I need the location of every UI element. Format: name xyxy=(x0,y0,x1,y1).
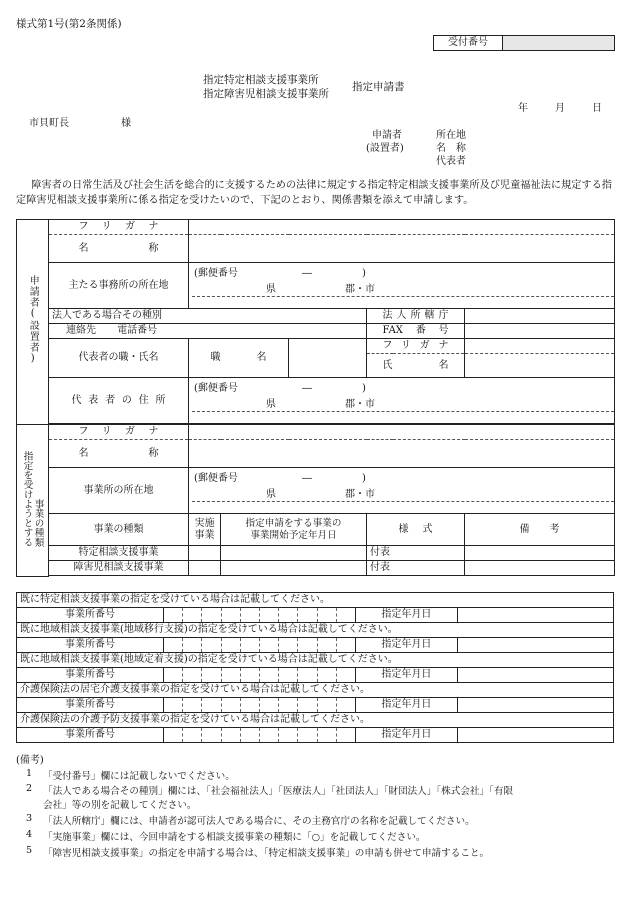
office-number-digit[interactable] xyxy=(163,668,182,683)
date-day: 日 xyxy=(592,103,602,114)
business-name-field[interactable] xyxy=(189,440,615,468)
note-number: 5 xyxy=(26,845,33,856)
designation-date-label: 指定年月日 xyxy=(355,728,457,743)
existing-block xyxy=(16,682,614,713)
office-number-digit[interactable] xyxy=(259,728,278,743)
format-row1: 付表 xyxy=(367,546,465,561)
title-line1: 指定特定相談支援事業所 xyxy=(203,74,319,86)
office-number-digit[interactable] xyxy=(240,638,259,653)
start-date-field-row2[interactable] xyxy=(221,561,367,576)
date-year: 年 xyxy=(518,103,528,114)
note-number: 2 xyxy=(26,783,33,794)
title-line2: 指定障害児相談支援事業所 xyxy=(203,88,329,100)
office-number-digit[interactable] xyxy=(279,668,298,683)
office-number-digit[interactable] xyxy=(163,638,182,653)
designation-date-field[interactable] xyxy=(457,638,613,653)
existing-heading: 既に地域相談支援事業(地域移行支援)の指定を受けている場合は記載してください。 xyxy=(17,623,614,638)
office-number-digit[interactable] xyxy=(317,728,336,743)
business-side-label: 指定を受けようとする事業の種類 xyxy=(17,425,49,577)
rep-address-label: 代表者の住所 xyxy=(49,378,189,424)
applicant-name-label: 名 称 xyxy=(436,143,466,154)
office-number-digit[interactable] xyxy=(221,698,240,713)
office-number-digit[interactable] xyxy=(298,728,317,743)
office-number-digit[interactable] xyxy=(279,728,298,743)
business-type-row1: 特定相談支援事業 xyxy=(49,546,189,561)
office-number-digit[interactable] xyxy=(336,638,355,653)
office-number-digit[interactable] xyxy=(163,728,182,743)
form-number: 様式第1号(第2条関係) xyxy=(16,18,122,30)
rep-name-label: 氏 名 xyxy=(367,354,465,378)
office-number-digit[interactable] xyxy=(221,728,240,743)
note-text: 「実施事業」欄には、今回申請をする相談支援事業の種類に「○」を記載してください。 xyxy=(43,832,426,843)
existing-heading: 既に地域相談支援事業(地域定着支援)の指定を受けている場合は記載してください。 xyxy=(17,653,614,668)
existing-block xyxy=(16,712,614,743)
office-number-digit[interactable] xyxy=(259,638,278,653)
applicant-name-field[interactable] xyxy=(189,235,615,263)
office-number-digit[interactable] xyxy=(202,728,221,743)
rep-title-label: 職 名 xyxy=(189,339,289,378)
business-furigana-label: フリガナ xyxy=(49,425,189,440)
contact-row: 連絡先 電話番号 xyxy=(49,324,367,339)
office-number-digit[interactable] xyxy=(240,668,259,683)
office-number-digit[interactable] xyxy=(317,608,336,623)
business-address-label: 事業所の所在地 xyxy=(49,468,189,514)
rep-furigana-label: フリガナ xyxy=(367,339,465,354)
office-number-digit[interactable] xyxy=(183,668,202,683)
office-number-digit[interactable] xyxy=(163,608,182,623)
designation-date-field[interactable] xyxy=(457,608,613,623)
office-address-field[interactable]: (郵便番号 ― ) 県 郡・市 xyxy=(189,263,615,309)
application-table xyxy=(16,219,615,577)
office-number-digit[interactable] xyxy=(240,698,259,713)
implement-field-row1[interactable] xyxy=(189,546,221,561)
office-number-digit[interactable] xyxy=(317,698,336,713)
rep-address-field[interactable]: (郵便番号 ― ) 県 郡・市 xyxy=(189,378,615,424)
remarks-field-row1[interactable] xyxy=(465,546,615,561)
office-number-digit[interactable] xyxy=(183,638,202,653)
office-number-digit[interactable] xyxy=(336,698,355,713)
note-text: 「法人所轄庁」欄には、申請者が認可法人である場合に、その主務官庁の名称を記載してください。 xyxy=(43,816,475,827)
fax-label: FAX番号 xyxy=(367,324,465,339)
notes-title: (備考) xyxy=(16,755,44,766)
office-number-label: 事業所番号 xyxy=(17,608,164,623)
office-number-digit[interactable] xyxy=(336,728,355,743)
existing-block xyxy=(16,592,614,623)
designation-date-label: 指定年月日 xyxy=(355,668,457,683)
office-number-digit[interactable] xyxy=(259,698,278,713)
jurisdiction-field[interactable] xyxy=(465,309,615,324)
office-number-digit[interactable] xyxy=(202,608,221,623)
implement-field-row2[interactable] xyxy=(189,561,221,576)
receipt-label: 受付番号 xyxy=(434,36,503,51)
intro-paragraph: 障害者の日常生活及び社会生活を総合的に支援するための法律に規定する指定特定相談支援事業所及び児童福祉法に規定する指定障害児相談支援事業所に係る指定を受けたいので、下記のとおり、関係書類を添えて申請します。 xyxy=(16,180,612,206)
office-number-digit[interactable] xyxy=(240,608,259,623)
receipt-number-field[interactable] xyxy=(503,36,615,51)
note-number: 4 xyxy=(26,829,33,840)
office-number-digit[interactable] xyxy=(298,668,317,683)
office-number-digit[interactable] xyxy=(240,728,259,743)
existing-heading: 介護保険法の介護予防支援事業の指定を受けている場合は記載してください。 xyxy=(17,713,614,728)
office-number-digit[interactable] xyxy=(183,698,202,713)
office-number-digit[interactable] xyxy=(336,668,355,683)
office-number-digit[interactable] xyxy=(221,638,240,653)
remarks-field-row2[interactable] xyxy=(465,561,615,576)
note-text: 会社」等の別を記載してください。 xyxy=(43,800,197,811)
office-number-label: 事業所番号 xyxy=(17,638,164,653)
jurisdiction-label: 法人所轄庁 xyxy=(367,309,465,324)
office-number-digit[interactable] xyxy=(336,608,355,623)
type-header: 事業の種類 xyxy=(49,514,189,546)
business-address-field[interactable]: (郵便番号 ― ) 県 郡・市 xyxy=(189,468,615,514)
office-number-digit[interactable] xyxy=(279,638,298,653)
applicant-name-label: 名称 xyxy=(49,235,189,263)
note-text: 「受付番号」欄には記載しないでください。 xyxy=(43,771,235,782)
applicant-side-label: 申請者(設置者) xyxy=(17,220,49,425)
applicant-furigana-field[interactable] xyxy=(189,220,615,235)
start-date-field-row1[interactable] xyxy=(221,546,367,561)
office-number-digit[interactable] xyxy=(202,698,221,713)
office-number-digit[interactable] xyxy=(163,698,182,713)
format-row2: 付表 xyxy=(367,561,465,576)
business-name-label: 名称 xyxy=(49,440,189,468)
rep-title-field[interactable] xyxy=(289,339,367,378)
office-number-digit[interactable] xyxy=(279,698,298,713)
designation-date-label: 指定年月日 xyxy=(355,608,457,623)
office-number-digit[interactable] xyxy=(221,668,240,683)
applicant-address-label: 所在地 xyxy=(436,130,466,141)
office-number-digit[interactable] xyxy=(298,698,317,713)
note-text: 「障害児相談支援事業」の指定を申請する場合は、「特定相談支援事業」の申請も併せて申請すること。 xyxy=(43,848,490,859)
designation-date-field[interactable] xyxy=(457,668,613,683)
office-number-label: 事業所番号 xyxy=(17,728,164,743)
designation-date-label: 指定年月日 xyxy=(355,638,457,653)
business-furigana-field[interactable] xyxy=(189,425,615,440)
applicant-label: 申請者 xyxy=(372,130,402,141)
existing-block xyxy=(16,652,614,683)
title-suffix: 指定申請書 xyxy=(352,81,405,93)
rep-furigana-field[interactable] xyxy=(465,339,615,354)
designation-date-field[interactable] xyxy=(457,698,613,713)
remarks-header: 備考 xyxy=(465,514,615,546)
addressee-honorific: 様 xyxy=(121,118,131,129)
office-number-digit[interactable] xyxy=(317,638,336,653)
corp-type-label: 法人である場合その種別 xyxy=(49,309,367,324)
business-type-row2: 障害児相談支援事業 xyxy=(49,561,189,576)
designation-date-field[interactable] xyxy=(457,728,613,743)
office-address-label: 主たる事務所の所在地 xyxy=(49,263,189,309)
office-number-digit[interactable] xyxy=(221,608,240,623)
office-number-digit[interactable] xyxy=(259,608,278,623)
applicant-furigana-label: フリガナ xyxy=(49,220,189,235)
start-date-header: 指定申請をする事業の 事業開始予定年月日 xyxy=(221,514,367,546)
receipt-box xyxy=(433,35,615,51)
office-number-digit[interactable] xyxy=(183,728,202,743)
date-month: 月 xyxy=(555,103,565,114)
note-text: 「法人である場合その種別」欄には、「社会福祉法人」「医療法人」「社団法人」「財団法人」「株式会社」「有限 xyxy=(43,786,514,797)
designation-date-label: 指定年月日 xyxy=(355,698,457,713)
office-number-digit[interactable] xyxy=(202,668,221,683)
applicant-label-sub: (設置者) xyxy=(366,143,404,154)
office-number-digit[interactable] xyxy=(298,608,317,623)
addressee-mayor: 市貝町長 xyxy=(29,118,69,129)
existing-designations xyxy=(16,592,614,743)
note-number: 1 xyxy=(26,768,33,779)
office-number-digit[interactable] xyxy=(183,608,202,623)
office-number-label: 事業所番号 xyxy=(17,698,164,713)
existing-block xyxy=(16,622,614,653)
format-header: 様式 xyxy=(367,514,465,546)
office-number-label: 事業所番号 xyxy=(17,668,164,683)
existing-heading: 既に特定相談支援事業の指定を受けている場合は記載してください。 xyxy=(17,593,614,608)
note-number: 3 xyxy=(26,813,33,824)
rep-name-field[interactable] xyxy=(465,354,615,378)
implement-header: 実施 事業 xyxy=(189,514,221,546)
fax-field[interactable] xyxy=(465,324,615,339)
office-number-digit[interactable] xyxy=(279,608,298,623)
applicant-rep-label: 代表者 xyxy=(436,156,466,167)
office-number-digit[interactable] xyxy=(259,668,278,683)
rep-title-name-label: 代表者の職・氏名 xyxy=(49,339,189,378)
office-number-digit[interactable] xyxy=(298,638,317,653)
office-number-digit[interactable] xyxy=(202,638,221,653)
existing-heading: 介護保険法の居宅介護支援事業の指定を受けている場合は記載してください。 xyxy=(17,683,614,698)
office-number-digit[interactable] xyxy=(317,668,336,683)
